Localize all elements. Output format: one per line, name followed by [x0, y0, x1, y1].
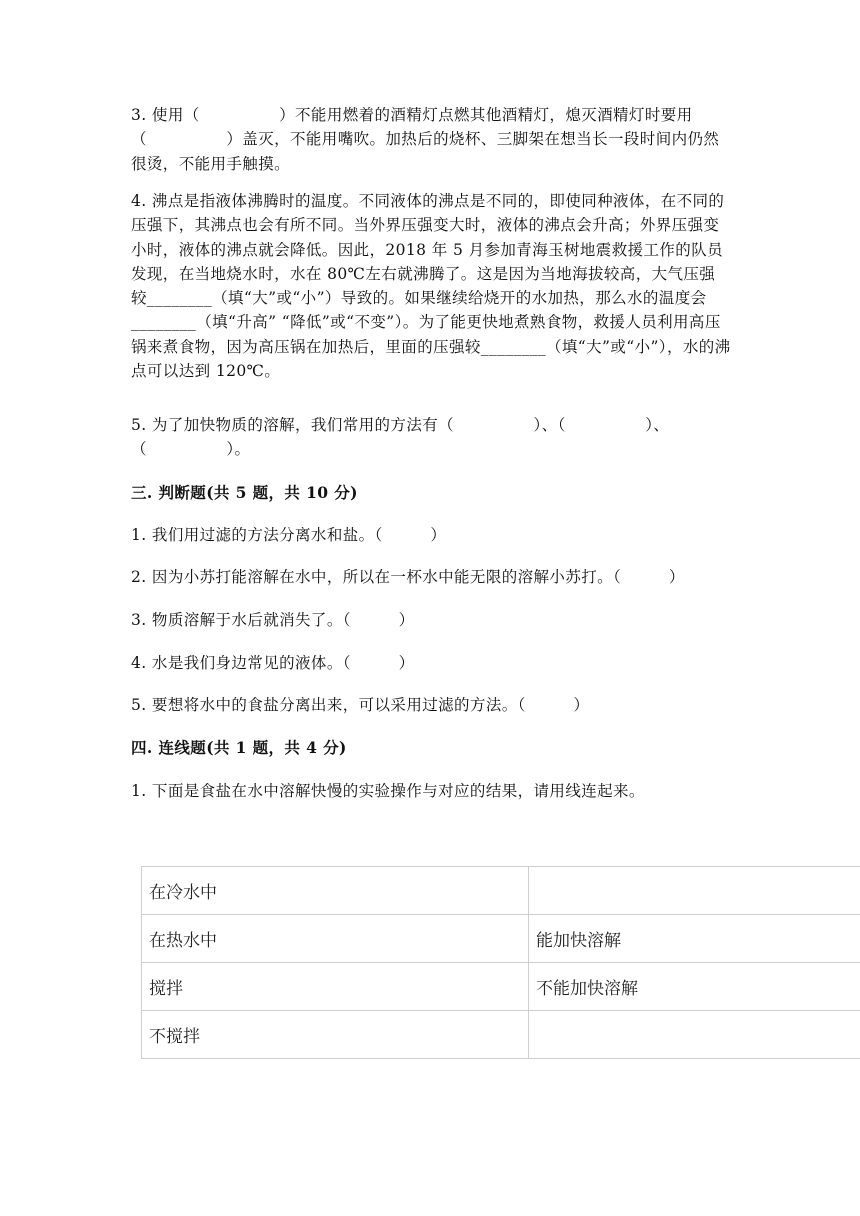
judgment-question: 1. 我们用过滤的方法分离水和盐。（ ） — [131, 526, 447, 544]
fill-in-question-3: 3. 使用（ ）不能用燃着的酒精灯点燃其他酒精灯，熄灭酒精灯时要用（ ）盖灭，不能用嘴吹。加热后的烧杯、三脚架在想当长一段时间内仍然很烫，不能用手触摸。 — [131, 106, 720, 173]
section-heading-matching: 四. 连线题(共 1 题，共 4 分) — [131, 738, 347, 757]
judgment-question: 2. 因为小苏打能溶解在水中，所以在一杯水中能无限的溶解小苏打。（ ） — [131, 568, 685, 586]
table-row — [142, 915, 860, 963]
table-row — [142, 963, 860, 1011]
matching-question: 1. 下面是食盐在水中溶解快慢的实验操作与对应的结果，请用线连起来。 — [131, 782, 645, 800]
fill-in-question-5: 5. 为了加快物质的溶解，我们常用的方法有（ ）、（ ）、（ ）。 — [131, 416, 670, 459]
judgment-question: 4. 水是我们身边常见的液体。（ ） — [131, 654, 415, 672]
judgment-question: 5. 要想将水中的食盐分离出来，可以采用过滤的方法。（ ） — [131, 696, 590, 714]
table-cell-operation[interactable]: 在热水中 — [142, 915, 529, 963]
section-heading-judgment: 三. 判断题(共 5 题，共 10 分) — [131, 483, 358, 502]
table-cell-operation[interactable]: 搅拌 — [142, 963, 529, 1011]
table-row — [142, 867, 860, 915]
table-cell-result[interactable] — [529, 867, 860, 915]
table-cell-result[interactable]: 不能加快溶解 — [529, 963, 860, 1011]
table-cell-operation[interactable]: 不搅拌 — [142, 1011, 529, 1059]
table-row — [142, 1011, 860, 1059]
table-cell-result[interactable] — [529, 1011, 860, 1059]
matching-table — [141, 866, 860, 1059]
table-cell-operation[interactable]: 在冷水中 — [142, 867, 529, 915]
judgment-question: 3. 物质溶解于水后就消失了。（ ） — [131, 611, 415, 629]
table-cell-result[interactable]: 能加快溶解 — [529, 915, 860, 963]
fill-in-question-4: 4. 沸点是指液体沸腾时的温度。不同液体的沸点是不同的，即使同种液体，在不同的压强下，其沸点也会有所不同。当外界压强变大时，液体的沸点会升高；外界压强变小时，液体的沸点就会降低。因此，2018 年 5 月参加青海玉树地震救援工作的队员发现，在当地烧水时，水在 80℃左右就沸腾了。这是因为当地海拔较高，大气压强较________（填“大”或“小”）导致的。如果继续给烧开的水加热，那么水的温度会________（填“升高” “降低”或“不变”）。为了能更快地煮熟食物，救援人员利用高压锅来煮食物，因为高压锅在加热后，里面的压强较________（填“大”或“小”），水的沸点可以达到 120℃。 — [131, 192, 731, 381]
